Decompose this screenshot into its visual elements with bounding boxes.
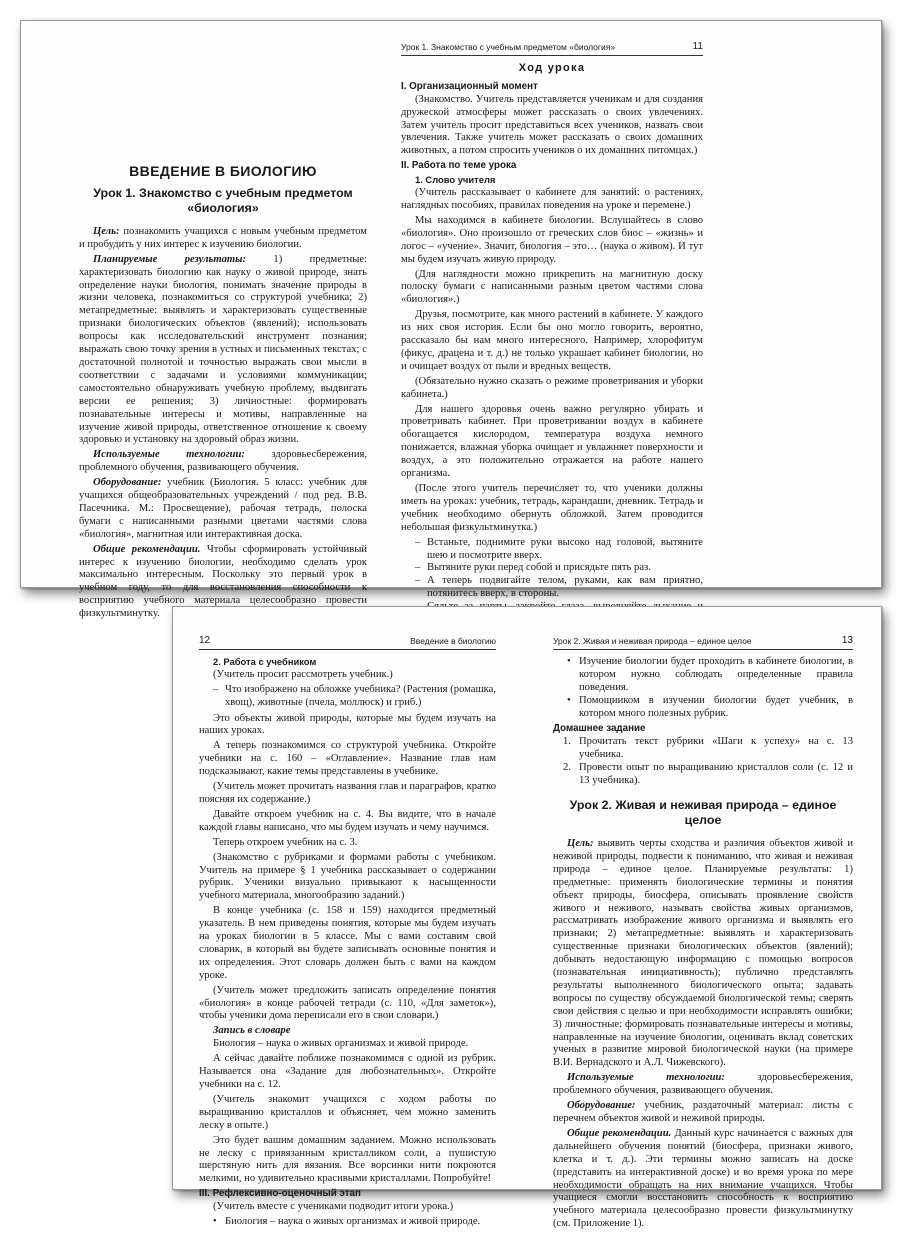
list-item: – Встаньте, поднимите руки высоко над головой, вытяните шею и посмотрите вверх. (401, 537, 703, 563)
paragraph: (Для наглядности можно прикрепить на магнитную доску полоску бумаги с написанными разным цветом частями слова «биология».) (401, 268, 703, 306)
paragraph: А сейчас давайте поближе познакомимся с одной из рубрик. Называется она «Задание для любознательных». Откройте учебники на с. 12. (199, 1053, 496, 1090)
paragraph: (Обязательно нужно сказать о режиме проветривания и уборки кабинета.) (401, 375, 703, 400)
paragraph: Это будет вашим домашним заданием. Можно использовать не леску с привязанным кристалликом соли, а пушистую шерстяную нить для вязания. Все ворсинки нити покроются мелкими, но удивительно красивыми кристаллами. Попробуйте! (199, 1134, 496, 1185)
lesson-flow-heading: Ход урока (518, 61, 586, 74)
book-spread-top (20, 20, 882, 620)
section-title: ВВЕДЕНИЕ В БИОЛОГИЮ (129, 163, 317, 179)
summary-list (199, 1216, 496, 1229)
paragraph-recommendations: Общие рекомендации. Данный курс начинается с важных для дальнейшего обучения понятий (биосфера, признаки живого, клетка и т. д.). Эти термины можно записать на доске (представить на интерактивной доске) и во время урока по мере необходимости обращать на них внимание учащихся. Чтобы учащиеся смогли восстановить способность к восприятию учебного материала целесообразно провести физкультминутку (см. Приложение 1). (553, 1127, 853, 1230)
paragraph: (Учитель может предложить записать определение понятия «биология» в конце рабочей тетради (с. 110, «Для заметок»), чтобы ученики дома переписали его в свои словари.) (199, 984, 496, 1022)
paragraph: В конце учебника (с. 158 и 159) находится предметный указатель. В нем приведены понятия, которые мы будем изучать на уроках биологии в 5 классе. Мы с вами составим свой словарик, в который вы будете записывать основные понятия и их определения. Этот словарь должен быть с вами на каждом уроке. (199, 905, 496, 981)
list-item: – Что изображено на обложке учебника? (Растения (ромашка, хвощ), животные (пчела, моллюск) и гриб.) (199, 684, 496, 710)
section-heading: I. Организационный момент (401, 80, 538, 92)
page-11 (401, 41, 703, 630)
paragraph-technologies: Используемые технологии: здоровьесбережения, проблемного обучения, развивающего обучения. (553, 1072, 854, 1097)
lesson-title: Урок 1. Знакомство с учебным предметом «биология» (93, 185, 353, 215)
paragraph: (После этого учитель перечисляет то, что ученики должны иметь на уроках: учебник, тетрадь, карандаши, дневник. Тетрадь и учебник необходимо обернуть обложкой. Затем проводится небольшая физкультминутка.) (401, 483, 703, 533)
page-12 (199, 635, 496, 1232)
list-item: – Вытяните руки перед собой и присядьте пять раз. (401, 562, 703, 575)
homework-list (553, 736, 853, 788)
running-head (553, 635, 853, 650)
paragraph: (Знакомство с рубриками и формами работы с учебником. Учитель на примере § 1 учебника рассказывает о содержании рубрик. Ученики визуально привыкают к насыщенности учебного материала, многообразию заданий.) (199, 851, 496, 902)
paragraph: Теперь откроем учебник на с. 3. (213, 836, 358, 848)
page-number: 13 (841, 635, 853, 646)
running-head-title: Введение в биологию (410, 636, 496, 646)
lesson-title: Урок 2. Живая и неживая природа – единое целое (569, 797, 837, 827)
paragraph: Друзья, посмотрите, как много растений в кабинете. У каждого из них своя история. Если бы оно могло говорить, вероятно, рассказало бы нам много интересного. Например, хлорофитум (фикус, драцена и т. д.) не только украшает кабинет биологии, но и очищает воздух от пыли и вредных веществ. (401, 309, 703, 372)
list-item: 2. Провести опыт по выращиванию кристаллов соли (с. 12 и 13 учебника). (563, 762, 853, 787)
paragraph-recommendations: Общие рекомендации. Чтобы сформировать устойчивый интерес к изучению биологии, необходимо сделать урок максимально интересным. Поскольку это первый урок в учебном году, то для восстановления способности к восприятию учебного материала целесообразно провести физкультминутку. (79, 543, 367, 620)
list-item: – А теперь подвигайте телом, руками, как вам приятно, потянитесь вверх, в стороны. (401, 575, 703, 601)
paragraph: (Учитель просит рассмотреть учебник.) (213, 668, 393, 680)
subsection-heading: 2. Работа с учебником (213, 655, 317, 667)
paragraph: (Учитель вместе с учениками подводит итоги урока.) (213, 1201, 454, 1213)
list-item: • Помощником в изучении биологии будет учебник, в котором много полезных рубрик. (553, 695, 853, 721)
running-head (401, 41, 703, 56)
paragraph: (Учитель рассказывает о кабинете для занятий: о растениях, наглядных пособиях, правилах поведения на уроке и перемене.) (401, 187, 703, 211)
page-13 (553, 635, 853, 1233)
running-head-title: Урок 2. Живая и неживая природа – единое целое (553, 636, 752, 646)
paragraph-technologies: Используемые технологии: здоровьесбережения, проблемного обучения, развивающего обучения. (79, 449, 368, 474)
list-item: 1. Прочитать текст рубрики «Шаги к успеху» на с. 13 учебника. (563, 736, 853, 761)
summary-list (553, 656, 853, 721)
paragraph: Давайте откроем учебник на с. 4. Вы видите, что в начале каждой главы написано, что мы будем изучать и чему научимся. (199, 808, 496, 833)
page-number: 11 (692, 41, 703, 52)
book-spread-bottom (172, 606, 882, 1230)
paragraph-goal: Цель: познакомить учащихся с новым учебным предметом и пробудить у них интерес к изучению биологии. (79, 225, 367, 250)
paragraph: Это объекты живой природы, которые мы будем изучать на наших уроках. (199, 712, 496, 737)
paragraph: (Учитель может прочитать названия глав и параграфов, кратко поясняя их содержание.) (199, 781, 496, 805)
paragraph-equipment: Оборудование: учебник, раздаточный материал: листы с перечнем объектов живой и неживой природы. (553, 1100, 853, 1124)
paragraph-results: Планируемые результаты: 1) предметные: характеризовать биологию как науку о живой природе, знать определение науки биология, понимать значение природы в жизни человека, познакомиться со структурой учебника; 2) метапредметные: выявлять и характеризовать существенные признаки биологических объектов (явлений); использовать вопросы как исследовательский инструмент познания; выражать свою точку зрения в устных и письменных текстах; с достаточной полнотой и точностью выражать свои мысли в соответствии с задачами и условиями коммуникации; самостоятельно обнаруживать учебную проблему, выдвигать версии ее решения; 3) личностные: формировать познавательные интересы и мотивы, направленные на изучение живой природы, ответственное отношение к своему здоровью и установку на здоровый образ жизни. (79, 253, 367, 446)
running-head-title: Урок 1. Знакомство с учебным предметом «биология» (401, 42, 616, 52)
paragraph: (Учитель знакомит учащихся с ходом работы по выращиванию кристаллов и объясняет, чем можно заменить леску в опыте.) (199, 1093, 496, 1131)
subsection-heading: 1. Слово учителя (415, 174, 496, 186)
page-number: 12 (199, 635, 211, 646)
paragraph: А теперь познакомимся со структурой учебника. Откройте учебники на с. 160 – «Оглавление». Название глав нам подсказывают, какие темы представлены в учебнике. (199, 740, 496, 778)
section-heading: II. Работа по теме урока (401, 160, 517, 172)
list-item: • Биология – наука о живых организмах и живой природе. (199, 1216, 496, 1229)
paragraph: Для нашего здоровья очень важно регулярно убирать и проветривать кабинет. При проветривании воздух в кабинете обогащается кислородом, температура воздуха немного понижается, влажная уборка очищает и увлажняет поверхности и воздух, а это положительно отражается на работе нашего организма. (401, 403, 703, 480)
homework-heading: Домашнее задание (553, 723, 646, 735)
page-10 (79, 161, 367, 623)
question-list (199, 684, 496, 710)
section-heading: III. Рефлексивно-оценочный этап (199, 1188, 361, 1200)
dictionary-entry: Биология – наука о живых организмах и живой природе. (213, 1038, 469, 1050)
paragraph: Мы находимся в кабинете биологии. Вслушайтесь в слово «биология». Оно произошло от греческих слов биос – «жизнь» и логос – «учение». Значит, биология – это… (наука о живом). И тут мы будем изучать живую природу. (401, 214, 703, 265)
paragraph-equipment: Оборудование: учебник (Биология. 5 класс: учебник для учащихся общеобразовательных учреждений / под ред. В.В. Пасечника. М.: Просвещение), рабочая тетрадь, полоска бумаги с написанными разными цветами частями слова «биология», магнитная или интерактивная доска. (79, 477, 367, 540)
paragraph-goal: Цель: выявить черты сходства и различия объектов живой и неживой природы, подвести к пониманию, что живая и неживая природа – единое целое. Планируемые результаты: 1) предметные: применять биологические термины и понятия объект природы, биосфера, описывать проявление свойств живого и неживого, называть свойства живых организмов, рассматривать изображение живого организма и выявлять его признаки; 2) метапредметные: выявлять и характеризовать существенные признаки биологических объектов (явлений); добывать недостающую информацию с помощью вопросов (познавательная инициативность); публично представлять результаты выполненного биологического опыта; задавать вопросы по существу обсуждаемой биологической темы; сверять свои действия с целью и при необходимости исправлять ошибки; 3) личностные: формировать познавательные интересы и мотивы, направленные на изучение биологии, оценивать вклад советских ученых в развитие мировой биологической науки (на примере В.И. Вернадского и А.Л. Чижевского). (553, 837, 853, 1069)
running-head (199, 635, 496, 650)
dictionary-heading: Запись в словаре (213, 1025, 291, 1037)
list-item: • Изучение биологии будет проходить в кабинете биологии, в котором нужно соблюдать определенные правила поведения. (553, 656, 853, 695)
paragraph: (Знакомство. Учитель представляется ученикам и для создания дружеской атмосферы может рассказать о своих увлечениях. Затем учитель просит представиться всех учеников, назвать свои увлечения. Также учитель может рассказать о своих домашних животных, а потом спросить учеников о их домашних питомцах.) (401, 93, 703, 157)
